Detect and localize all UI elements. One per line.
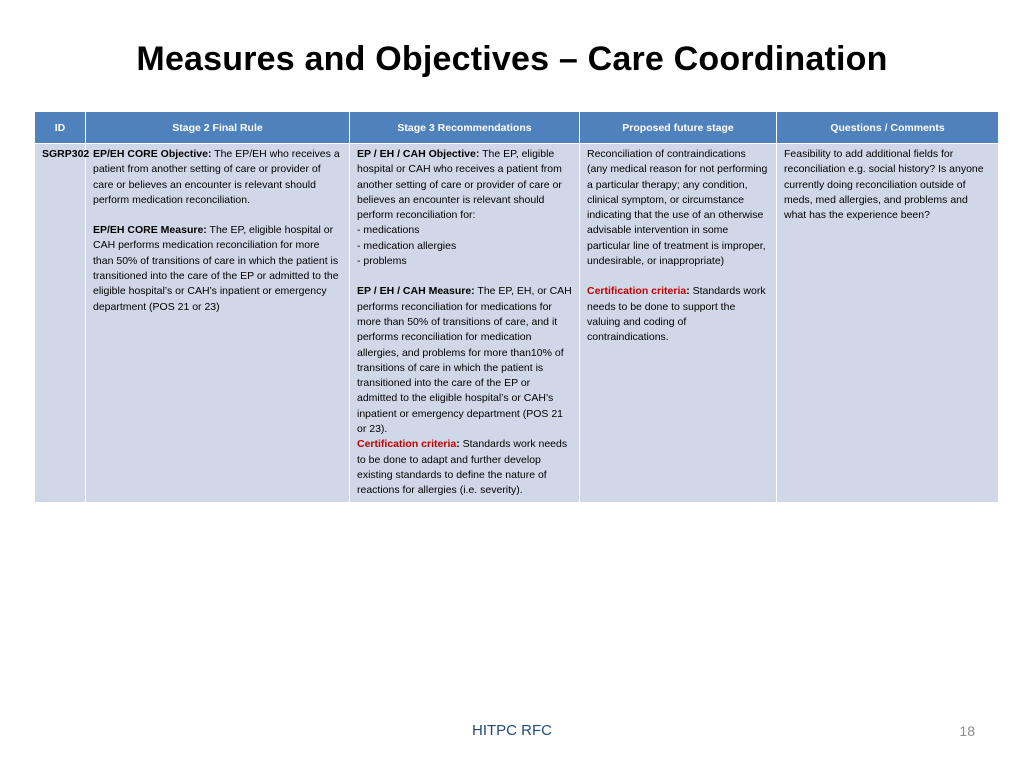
page-number: 18: [959, 723, 975, 739]
future-certification: [587, 284, 769, 345]
stage2-objective-text: The EP/EH who receives a patient from another setting of care or provider of care or believes an encounter is relevant should perform medication reconciliation.: [93, 148, 340, 206]
stage3-list-item: - medication allergies: [357, 239, 457, 252]
stage3-objective-text: The EP, eligible hospital or CAH who receives a patient from another setting of care or provider of care or believes an encounter is relevant should perform reconciliation for:: [357, 148, 562, 222]
cell-comments: Feasibility to add additional fields for reconciliation e.g. social history? Is anyone currently doing reconciliation outside of meds, med allergies, and problems and what has the experience been?: [777, 144, 999, 503]
stage3-list-item: - medications: [357, 224, 420, 237]
slide-title: Measures and Objectives – Care Coordination: [136, 40, 888, 78]
measures-table: [34, 111, 999, 503]
stage3-measure: [357, 284, 572, 437]
future-cert-text: Standards work needs to be done to support the valuing and coding of contraindications.: [587, 285, 766, 344]
future-cert-label: Certification criteria: [587, 285, 687, 298]
cell-future: [580, 144, 777, 503]
header-comments: Questions / Comments: [777, 112, 999, 144]
footer-text: HITPC RFC: [472, 722, 552, 739]
stage3-objective: [357, 147, 572, 223]
stage3-objective-label: EP / EH / CAH Objective:: [357, 148, 480, 160]
stage3-cert-colon: :: [456, 438, 460, 451]
header-stage2: Stage 2 Final Rule: [86, 112, 350, 144]
stage3-measure-label: EP / EH / CAH Measure:: [357, 285, 475, 298]
future-text: Reconciliation of contraindications (any medical reason for not performing a particular therapy; any condition, clinical symptom, or circumstance indicating that the use of an otherwise advisable intervention in some particular line of treatment is improper, undesirable, or inappropriate): [587, 148, 768, 268]
table-row: [35, 144, 999, 503]
stage3-measure-text: The EP, EH, or CAH performs reconciliation for medications for more than 50% of transitions of care, and it performs reconciliation for medication allergies, and problems for more than10% of transitions of care in which the patient is transitioned into the care of the EP or admitted to the eligible hospital’s or CAH’s inpatient or emergency department (POS 21 or 23).: [357, 285, 572, 436]
stage2-measure-text: The EP, eligible hospital or CAH performs medication reconciliation for more than 50% of transitions of care in which the patient is transitioned into the care of the EP or admitted to the eligible hospital’s or CAH’s inpatient or emergency department (POS 21 or 23): [93, 224, 339, 313]
cell-id: SGRP302: [35, 144, 86, 503]
header-stage3: Stage 3 Recommendations: [350, 112, 580, 144]
stage2-objective: [93, 147, 342, 208]
future-cert-colon: :: [686, 285, 690, 298]
stage2-measure-label: EP/EH CORE Measure:: [93, 224, 207, 237]
stage3-cert-label: Certification criteria: [357, 438, 457, 451]
cell-stage2: [86, 144, 350, 503]
stage2-measure: [93, 223, 342, 315]
stage3-cert-text: Standards work needs to be done to adapt and further develop existing standards to define the nature of reactions for allergies (i.e. severity).: [357, 438, 568, 497]
table-header-row: [35, 112, 999, 144]
stage3-certification: [357, 437, 572, 498]
stage3-list-item: - problems: [357, 255, 407, 268]
stage2-objective-label: EP/EH CORE Objective:: [93, 148, 212, 160]
cell-stage3: [350, 144, 580, 503]
header-id: ID: [35, 112, 86, 144]
header-future: Proposed future stage: [580, 112, 777, 144]
